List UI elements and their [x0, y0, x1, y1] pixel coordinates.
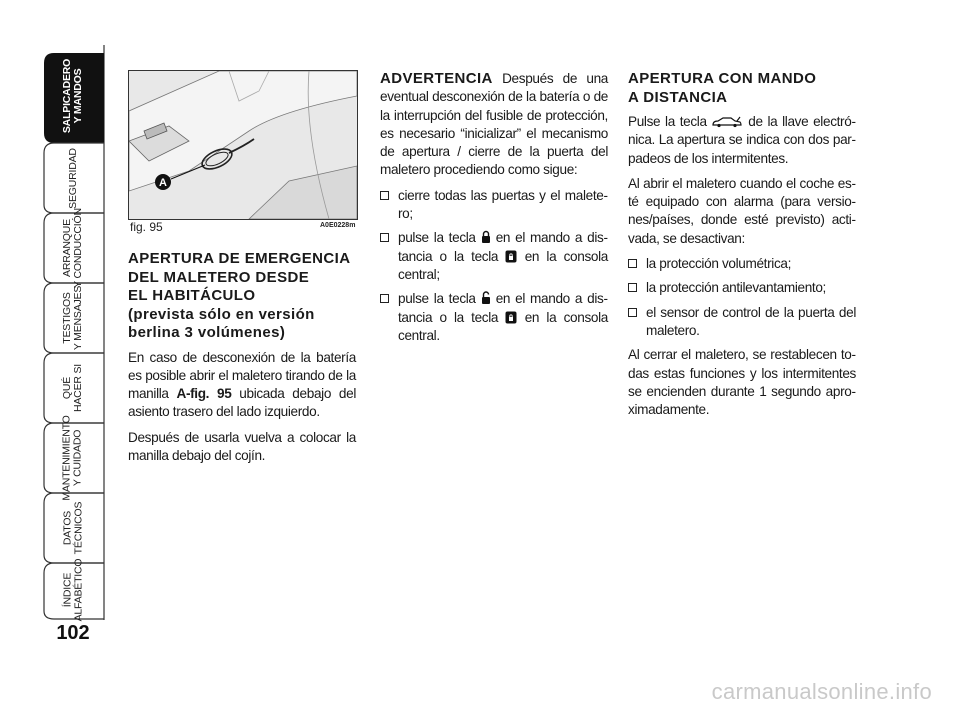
column-warning: [380, 70, 608, 351]
seat-handle-illustration: [129, 71, 357, 219]
list-item: la protección antilevantamiento;: [628, 279, 856, 297]
emergency-paragraph-1: En caso de desconexión de la batería es posible abrir el maletero tirando de la manilla A-fig. 95 ubicada debajo del asiento trasero del lado izquierdo.: [128, 349, 356, 420]
remote-paragraph-2: Al abrir el maletero cuando el coche esté equipado con alarma (para versiones/países, donde esté previsto) activada, se desactivan:: [628, 175, 856, 246]
list-item: el sensor de control de la puerta del maletero.: [628, 304, 856, 341]
page-number: 102: [56, 622, 90, 644]
figure-code: A0E0228m: [320, 222, 356, 229]
column-emergency: [128, 250, 356, 472]
watermark-footer: carmanualsonline.info: [711, 679, 932, 704]
chapter-tabs: [40, 45, 106, 625]
tab-seguridad[interactable]: SEGURIDAD: [66, 147, 79, 209]
emergency-heading: APERTURA DE EMERGENCIA DEL MALETERO DESDE EL HABITÁCULO (prevista sólo en versión berlina 3 volúmenes): [128, 250, 351, 341]
list-item: pulse la tecla en el mando a distancia o la tecla en la consola central;: [380, 229, 608, 284]
tab-que-hacer[interactable]: QUÉ HACER SI: [61, 364, 84, 412]
tab-indice[interactable]: ÍNDICE ALFABÉTICO: [61, 558, 84, 622]
tab-datos[interactable]: DATOS TÉCNICOS: [61, 501, 84, 555]
tab-testigos[interactable]: TESTIGOS Y MENSAJES: [61, 285, 85, 351]
console-lock-icon: [505, 311, 517, 324]
emergency-paragraph-2: Después de usarla vuelva a colocar la manilla debajo del cojín.: [128, 429, 356, 463]
list-item: pulse la tecla en el mando a distancia o la tecla en la consola central.: [380, 290, 608, 345]
list-item: cierre todas las puertas y el maletero;: [380, 187, 608, 224]
tab-arranque[interactable]: ARRANQUE Y CONDUCCIÓN: [61, 208, 85, 288]
figure-caption: fig. 95: [130, 220, 163, 234]
tab-salpicadero[interactable]: SALPICADERO Y MANDOS: [61, 58, 85, 134]
lock-open-icon: [481, 291, 491, 305]
list-item: la protección volumétrica;: [628, 255, 856, 273]
figure-95: [128, 70, 358, 220]
remote-paragraph-3: Al cerrar el maletero, se restablecen todas estas funciones y los intermitentes se encienden durante 1 segundo aproximadamente.: [628, 347, 856, 418]
callout-a: A: [159, 177, 167, 189]
lock-closed-icon: [481, 230, 491, 244]
column-remote: [628, 70, 856, 426]
remote-paragraph-1: Pulse la tecla de la llave electrónica. La apertura se indica con dos parpadeos de los intermitentes.: [628, 114, 856, 166]
warning-intro: ADVERTENCIA Después de una eventual desconexión de la batería o de la interrupción del fusible de protección, es necesario “inicializar” el mecanismo de apertura / cierre de la puerta del maletero procediendo como sigue:: [380, 70, 608, 178]
tab-mantenimiento[interactable]: MANTENIMIENTO Y CUIDADO: [61, 415, 85, 501]
remote-heading: APERTURA CON MANDO A DISTANCIA: [628, 70, 817, 106]
console-lock-icon: [505, 250, 517, 263]
car-trunk-icon: [711, 116, 743, 128]
